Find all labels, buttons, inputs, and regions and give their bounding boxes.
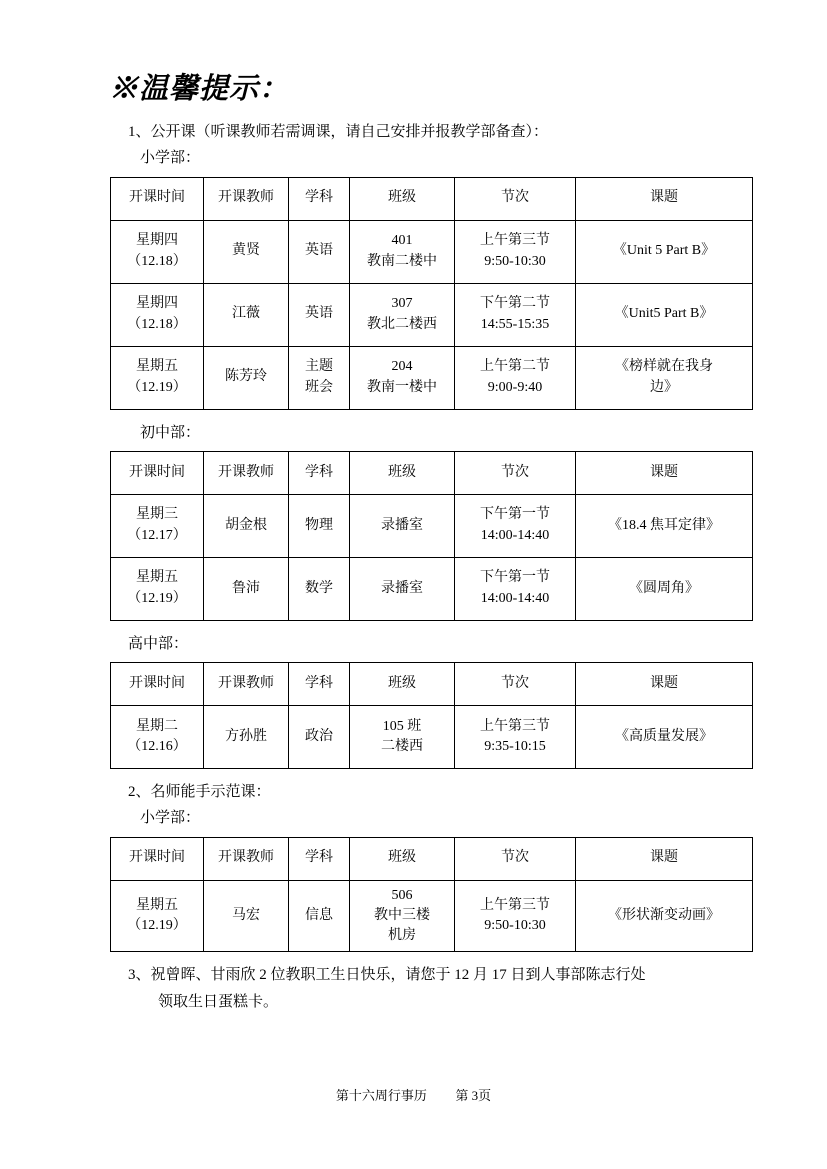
cell-time-date: （12.19） [127, 917, 187, 933]
header-period: 节次 [455, 177, 576, 220]
cell-subject-line1: 主题 [305, 359, 333, 375]
cell-class [350, 346, 455, 409]
table-row [111, 220, 753, 283]
cell-class-loc: 教中三楼 [374, 907, 430, 923]
header-time: 开课时间 [111, 451, 204, 494]
primary-section-label: 小学部： [140, 150, 201, 167]
table-row [111, 283, 753, 346]
cell-period-time: 9:00-9:40 [487, 379, 543, 395]
cell-topic-line1: 《榜样就在我身 [615, 359, 713, 375]
cell-period-time: 14:00-14:40 [480, 590, 550, 606]
header-teacher: 开课教师 [204, 177, 289, 220]
cell-class [350, 283, 455, 346]
cell-class [350, 706, 455, 769]
cell-class: 录播室 [350, 494, 455, 557]
table-header-row [111, 451, 753, 494]
table-row [111, 346, 753, 409]
footer-page-number: 第 3页 [455, 1088, 492, 1103]
cell-period [455, 220, 576, 283]
table-header-row [111, 663, 753, 706]
cell-period-time: 9:50-10:30 [484, 917, 546, 933]
cell-period [455, 557, 576, 620]
cell-period-time: 14:00-14:40 [480, 527, 550, 543]
senior-section-label: 高中部： [128, 635, 189, 652]
cell-topic: 《18.4 焦耳定律》 [576, 494, 753, 557]
table-row [111, 706, 753, 769]
cell-class-num: 105 班 [382, 718, 422, 734]
footer-title: 第十六周行事历 [335, 1088, 427, 1103]
cell-period-name: 上午第三节 [480, 897, 550, 913]
cell-class-loc: 教北二楼西 [367, 316, 437, 332]
header-subject: 学科 [289, 837, 350, 880]
table-row [111, 880, 753, 952]
cell-period-name: 下午第二节 [480, 296, 550, 312]
demo-primary-section-label: 小学部： [140, 810, 201, 827]
section-1-heading: 1、公开课（听课教师若需调课，请自己安排并报教学部备查）： [128, 124, 549, 140]
cell-time [111, 220, 204, 283]
cell-subject: 英语 [289, 220, 350, 283]
table-header-row [111, 177, 753, 220]
table-open-class-senior [110, 662, 753, 769]
cell-subject [289, 346, 350, 409]
table-header-row [111, 837, 753, 880]
cell-subject: 物理 [289, 494, 350, 557]
table-row [111, 557, 753, 620]
cell-time-day: 星期四 [136, 296, 178, 312]
cell-time-day: 星期二 [136, 718, 178, 734]
cell-teacher: 马宏 [204, 880, 289, 952]
cell-period-name: 上午第三节 [480, 233, 550, 249]
cell-time [111, 346, 204, 409]
cell-time-date: （12.17） [127, 527, 187, 543]
header-class: 班级 [350, 177, 455, 220]
cell-time-day: 星期五 [136, 897, 178, 913]
cell-class-loc: 二楼西 [381, 739, 423, 754]
section-3-line2: 领取生日蛋糕卡。 [158, 993, 279, 1010]
cell-class [350, 220, 455, 283]
cell-subject: 数学 [289, 557, 350, 620]
cell-teacher: 胡金根 [204, 494, 289, 557]
cell-time-date: （12.19） [127, 379, 187, 395]
page-footer [0, 1085, 827, 1104]
cell-period [455, 346, 576, 409]
header-class: 班级 [350, 837, 455, 880]
header-subject: 学科 [289, 451, 350, 494]
cell-period-time: 9:35-10:15 [484, 739, 546, 754]
cell-time-date: （12.18） [127, 253, 187, 269]
cell-teacher: 黄贤 [204, 220, 289, 283]
cell-time [111, 283, 204, 346]
junior-section-label: 初中部： [140, 424, 201, 441]
cell-period [455, 706, 576, 769]
cell-class [350, 880, 455, 952]
cell-subject-line2: 班会 [305, 379, 333, 395]
header-time: 开课时间 [111, 663, 204, 706]
cell-topic [576, 346, 753, 409]
cell-topic: 《形状渐变动画》 [576, 880, 753, 952]
cell-period-time: 9:50-10:30 [484, 253, 546, 269]
cell-time-date: （12.18） [127, 316, 187, 332]
cell-period [455, 283, 576, 346]
cell-topic-line2: 边》 [650, 379, 678, 395]
cell-period-time: 14:55-15:35 [480, 316, 550, 332]
document-body [110, 66, 722, 1015]
cell-topic: 《Unit5 Part B》 [576, 283, 753, 346]
cell-teacher: 江薇 [204, 283, 289, 346]
cell-subject: 英语 [289, 283, 350, 346]
header-time: 开课时间 [111, 837, 204, 880]
cell-subject: 信息 [289, 880, 350, 952]
cell-period-name: 上午第三节 [480, 718, 550, 734]
header-period: 节次 [455, 837, 576, 880]
header-subject: 学科 [289, 663, 350, 706]
cell-teacher: 鲁沛 [204, 557, 289, 620]
cell-teacher: 陈芳玲 [204, 346, 289, 409]
header-topic: 课题 [576, 177, 753, 220]
cell-class-num: 401 [391, 233, 413, 249]
cell-period [455, 880, 576, 952]
header-topic: 课题 [576, 837, 753, 880]
cell-class-room: 机房 [388, 928, 416, 944]
cell-class-loc: 教南二楼中 [367, 253, 437, 269]
header-period: 节次 [455, 451, 576, 494]
cell-topic: 《Unit 5 Part B》 [576, 220, 753, 283]
cell-class-num: 307 [391, 296, 413, 312]
cell-time-day: 星期五 [136, 359, 178, 375]
header-teacher: 开课教师 [204, 663, 289, 706]
cell-time [111, 706, 204, 769]
cell-time-date: （12.19） [127, 590, 187, 606]
cell-class-loc: 教南一楼中 [367, 379, 437, 395]
header-class: 班级 [350, 451, 455, 494]
cell-topic: 《高质量发展》 [576, 706, 753, 769]
header-subject: 学科 [289, 177, 350, 220]
cell-teacher: 方孙胜 [204, 706, 289, 769]
cell-class: 录播室 [350, 557, 455, 620]
header-time: 开课时间 [111, 177, 204, 220]
cell-period-name: 上午第二节 [480, 359, 550, 375]
table-open-class-primary [110, 177, 753, 410]
table-row [111, 494, 753, 557]
cell-time-date: （12.16） [127, 739, 187, 754]
cell-time-day: 星期三 [136, 507, 178, 523]
section-2-heading: 2、名师能手示范课： [128, 784, 271, 800]
cell-period [455, 494, 576, 557]
cell-time-day: 星期五 [136, 570, 178, 586]
section-3-line1: 3、祝曾晖、甘雨欣 2 位教职工生日快乐，请您于 12 月 17 日到人事部陈志行处 [128, 967, 646, 984]
cell-subject: 政治 [289, 706, 350, 769]
cell-class-num: 204 [391, 359, 413, 375]
table-open-class-junior [110, 451, 753, 621]
cell-topic: 《圆周角》 [576, 557, 753, 620]
page-title: ※温馨提示： [109, 73, 290, 105]
cell-period-name: 下午第一节 [480, 507, 550, 523]
cell-time [111, 880, 204, 952]
header-teacher: 开课教师 [204, 837, 289, 880]
header-class: 班级 [350, 663, 455, 706]
header-topic: 课题 [576, 663, 753, 706]
cell-time [111, 557, 204, 620]
header-teacher: 开课教师 [204, 451, 289, 494]
header-topic: 课题 [576, 451, 753, 494]
cell-period-name: 下午第一节 [480, 570, 550, 586]
cell-class-num: 506 [391, 887, 413, 903]
cell-time [111, 494, 204, 557]
table-demo-class-primary [110, 837, 753, 953]
header-period: 节次 [455, 663, 576, 706]
cell-time-day: 星期四 [136, 233, 178, 249]
